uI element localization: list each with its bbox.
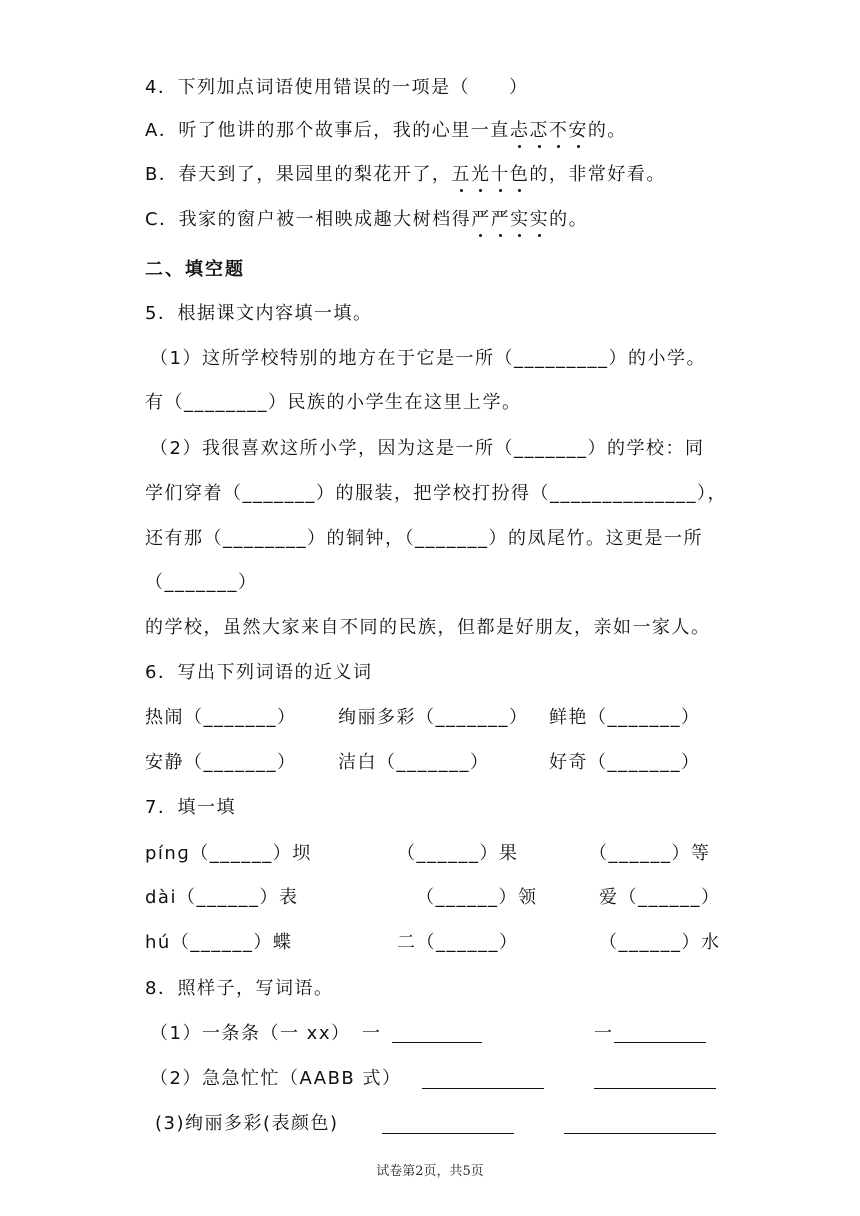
q8-row-2-label: （2）急急忙忙（AABB 式） — [150, 1068, 402, 1089]
emphasized-char: 忐 — [509, 120, 530, 141]
synonym-item: 鲜艳（_______） — [549, 707, 701, 728]
q4-option-b-text: B．春天到了，果园里的梨花开了， — [145, 164, 452, 185]
q8-stem: 8．照样子，写词语。 — [145, 978, 334, 999]
q5-line-5: 还有那（________）的铜钟，（_______）的凤尾竹。这更是一所 — [145, 528, 703, 549]
q4-option-a-tail: 的。 — [587, 120, 627, 141]
emphasized-char: 严 — [471, 209, 491, 230]
q5-stem: 5．根据课文内容填一填。 — [145, 303, 373, 324]
synonym-item: 好奇（_______） — [549, 752, 701, 773]
fill-item: （______）水 — [599, 932, 721, 953]
q5-line-2: 有（________）民族的小学生在这里上学。 — [145, 392, 522, 413]
q4-option-b-tail: 的，非常好看。 — [529, 164, 666, 185]
emphasized-char: 实 — [529, 209, 550, 230]
q8-row-1-prefix-2: 一 — [594, 1023, 614, 1044]
section-title: 二、填空题 — [145, 259, 245, 280]
q4-option-c-text: C．我家的窗户被一相映成趣大树档得 — [145, 209, 472, 230]
answer-blank[interactable] — [392, 1042, 482, 1043]
emphasized-char: 不 — [548, 120, 569, 141]
answer-blank[interactable] — [422, 1088, 544, 1089]
fill-item: pínɡ（______）坝 — [145, 843, 312, 864]
q5-line-6: （_______） — [145, 572, 258, 593]
answer-blank[interactable] — [594, 1088, 716, 1089]
answer-blank[interactable] — [564, 1133, 716, 1134]
synonym-item: 绚丽多彩（_______） — [338, 707, 529, 728]
q6-stem: 6．写出下列词语的近义词 — [145, 662, 373, 683]
fill-item: 爱（______） — [599, 887, 721, 908]
fill-item: （______）等 — [589, 843, 711, 864]
emphasized-char: 安 — [568, 120, 588, 141]
fill-item: hú（______）蝶 — [145, 932, 293, 953]
page-footer: 试卷第2页，共5页 — [376, 1164, 484, 1179]
q5-line-7: 的学校，虽然大家来自不同的民族，但都是好朋友，亲如一家人。 — [145, 617, 711, 638]
q4-option-c — [145, 208, 588, 232]
emphasized-char: 严 — [490, 209, 511, 230]
emphasized-char: 十 — [490, 164, 510, 185]
q4-option-c-tail: 的。 — [549, 209, 589, 230]
synonym-item: 洁白（_______） — [338, 752, 490, 773]
q8-row-1-label: （1）一条条（一 xx） — [150, 1023, 351, 1044]
q5-line-1: （1）这所学校特别的地方在于它是一所（_________）的小学。 — [150, 348, 706, 369]
emphasized-char: 光 — [470, 164, 491, 185]
q4-option-a — [145, 119, 627, 143]
answer-blank[interactable] — [382, 1133, 514, 1134]
q4-option-a-text: A．听了他讲的那个故事后，我的心里一直 — [145, 120, 510, 141]
fill-item: （______）果 — [397, 843, 519, 864]
fill-item: （______）领 — [416, 887, 538, 908]
emphasized-char: 五 — [451, 164, 471, 185]
emphasized-char: 忑 — [529, 120, 549, 141]
q5-line-3: （2）我很喜欢这所小学，因为这是一所（_______）的学校：同 — [150, 438, 705, 459]
q5-line-4: 学们穿着（_______）的服装，把学校打扮得（______________）， — [145, 483, 727, 504]
q4-option-b — [145, 163, 666, 187]
fill-item: dài（______）表 — [145, 887, 299, 908]
q7-stem: 7．填一填 — [145, 797, 236, 818]
q8-row-3-label: (3)绚丽多彩(表颜色) — [155, 1113, 339, 1134]
emphasized-char: 实 — [510, 209, 530, 230]
answer-blank[interactable] — [614, 1042, 706, 1043]
synonym-item: 热闹（_______） — [145, 707, 297, 728]
emphasized-char: 色 — [509, 164, 530, 185]
synonym-item: 安静（_______） — [145, 752, 297, 773]
q4-stem: 4．下列加点词语使用错误的一项是（ ） — [145, 77, 529, 98]
q8-row-1-prefix: 一 — [362, 1023, 382, 1044]
fill-item: 二（______） — [397, 932, 519, 953]
